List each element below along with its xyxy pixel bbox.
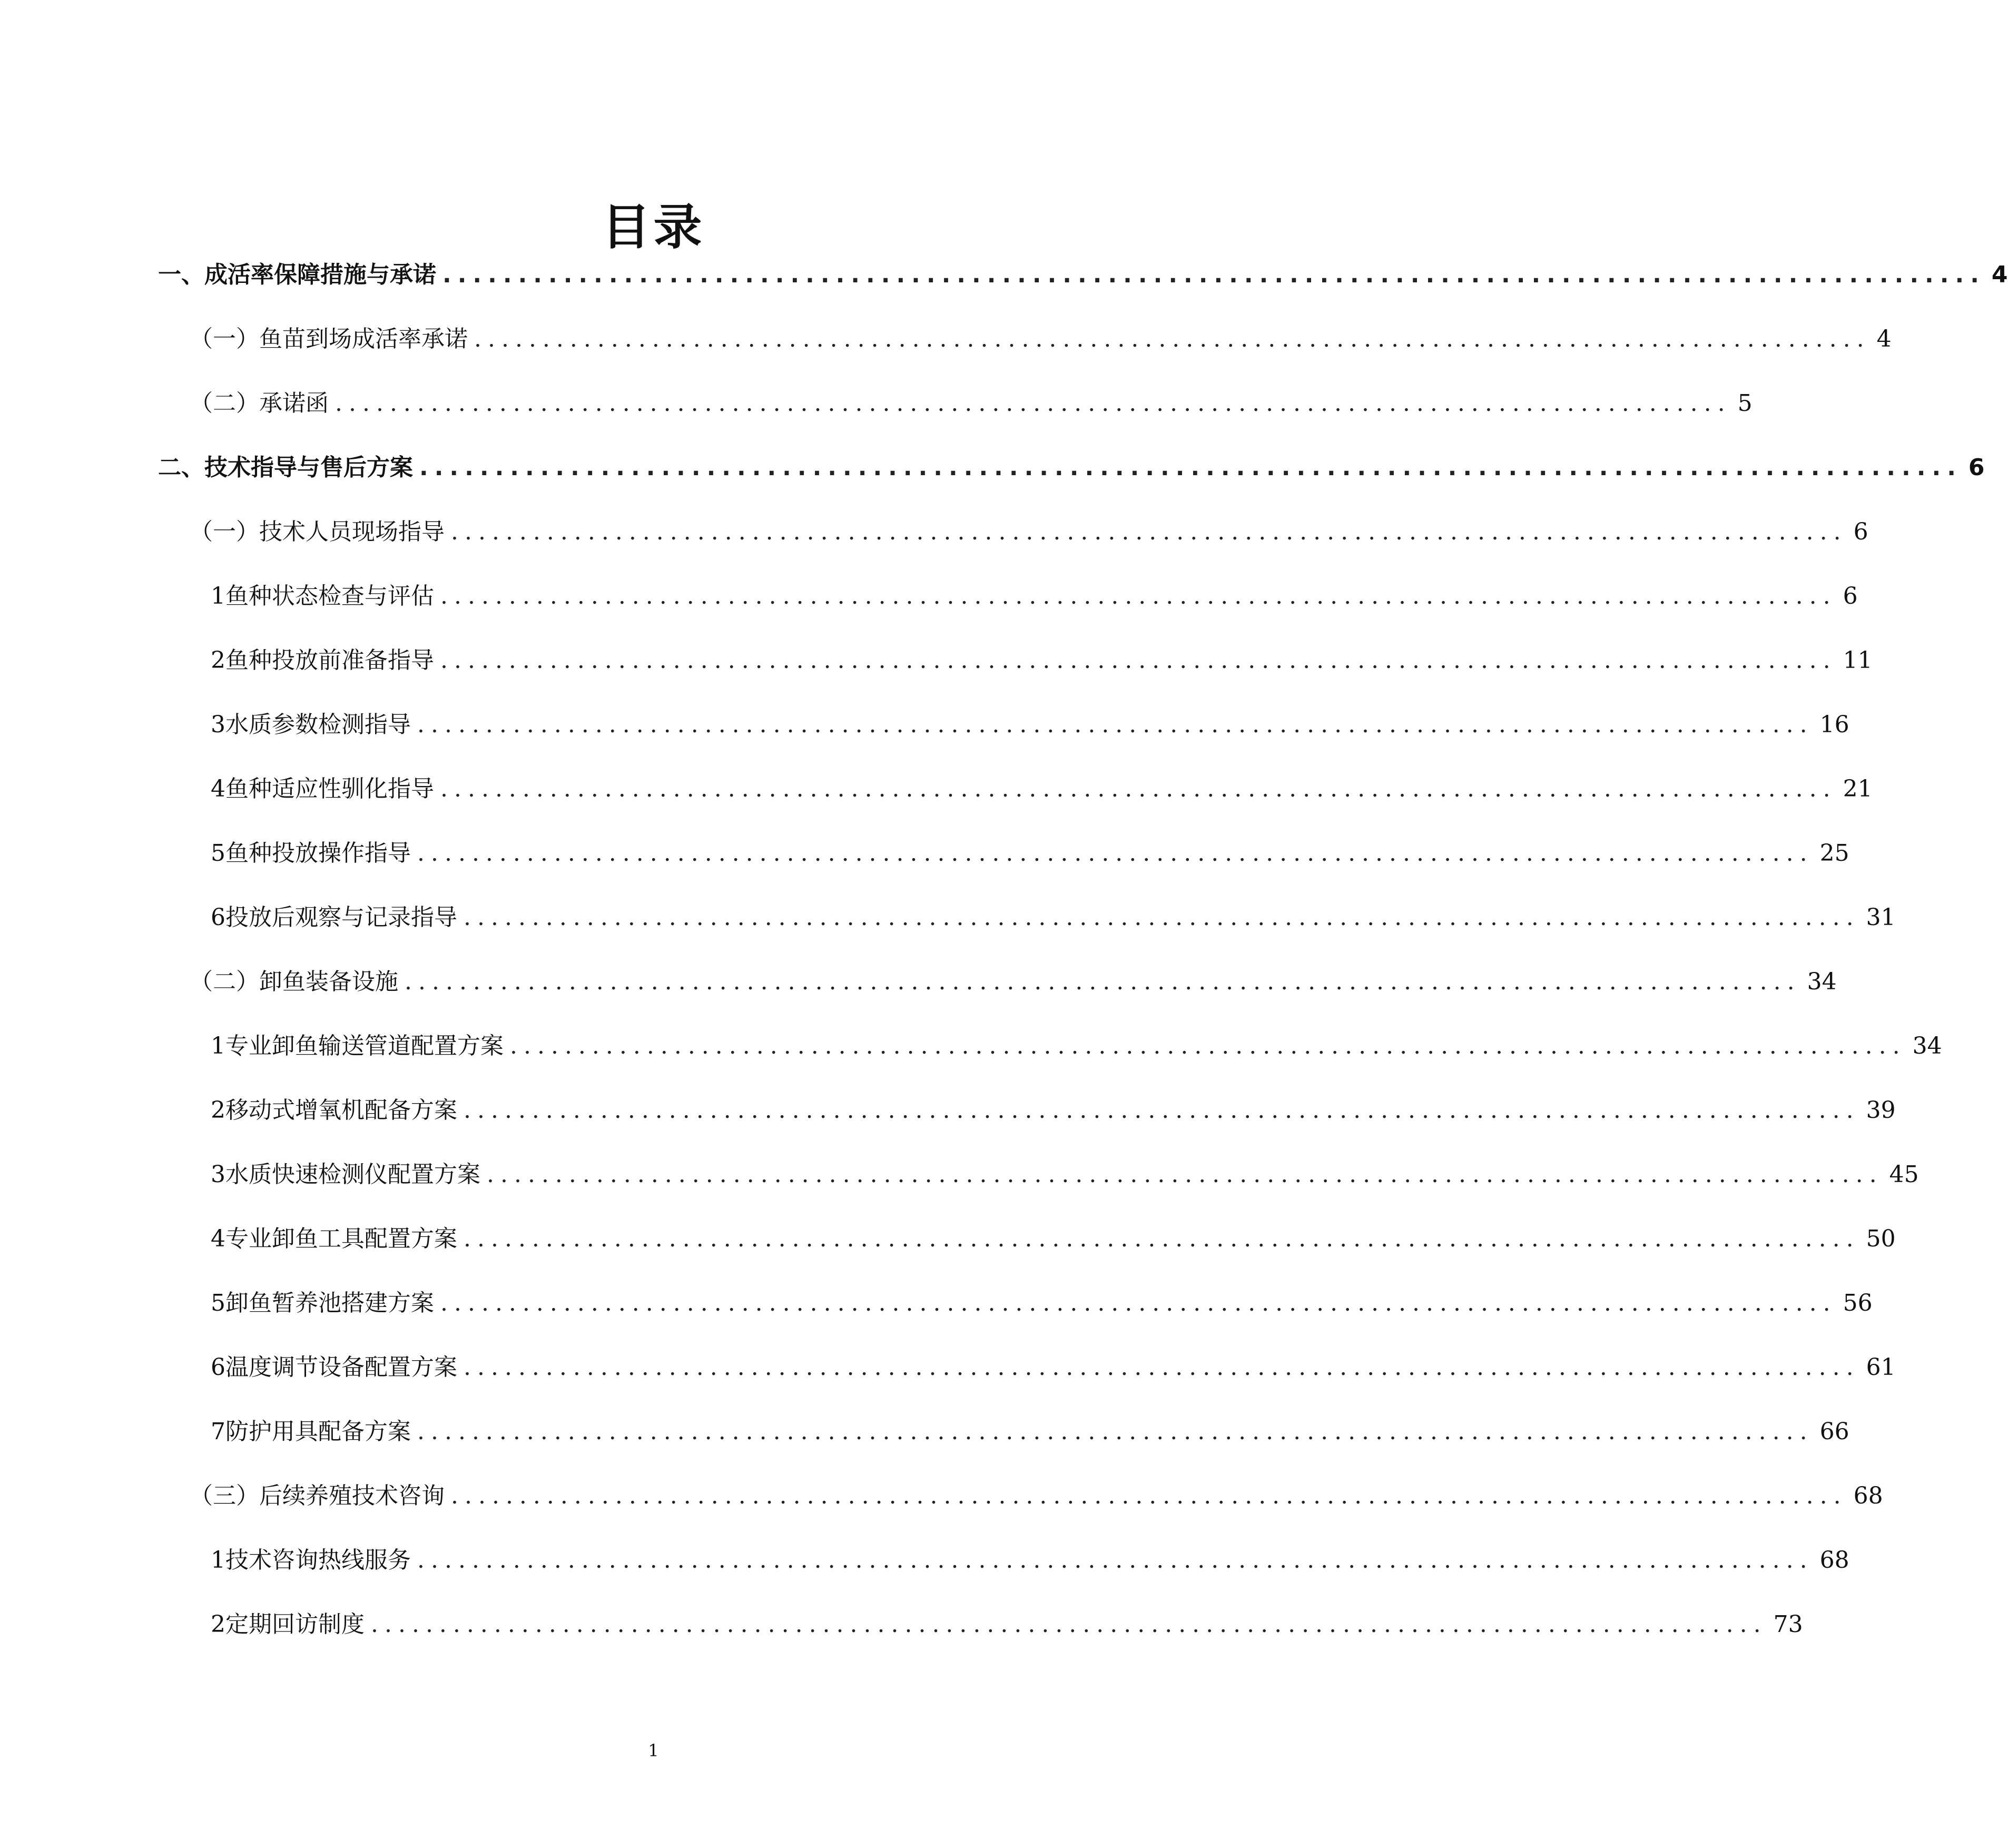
toc-entry-title: 技术指导与售后方案 — [204, 454, 413, 481]
toc-entry-item[interactable] — [211, 1413, 1849, 1451]
toc-entry-item[interactable] — [211, 770, 1873, 808]
toc-entry-number: 7 — [211, 1418, 225, 1445]
toc-entry-item[interactable] — [211, 1284, 1873, 1322]
toc-leader-dots: ...................................................................................................... — [440, 647, 1837, 674]
toc-entry-page: 21 — [1843, 775, 1873, 802]
toc-entry-title: 鱼种投放前准备指导 — [225, 647, 434, 674]
toc-entry-number: 2 — [211, 1611, 225, 1638]
toc-entry-page: 68 — [1819, 1547, 1849, 1574]
toc-leader-dots: ...................................................................................................... — [417, 1547, 1814, 1574]
toc-entry-number: 一、 — [158, 261, 204, 288]
toc-entry-subsection[interactable] — [190, 963, 1837, 1001]
toc-entry-page: 6 — [1853, 518, 1868, 545]
toc-entry-page: 34 — [1912, 1033, 1942, 1059]
toc-entry-number: 5 — [211, 1290, 225, 1316]
toc-entry-number: 1 — [211, 1547, 225, 1574]
toc-entry-page: 34 — [1807, 968, 1837, 995]
toc-entry-subsection[interactable] — [190, 1477, 1883, 1515]
toc-entry-title: 卸鱼暂养池搭建方案 — [225, 1290, 434, 1316]
toc-entry-item[interactable] — [211, 577, 1858, 615]
toc-entry-page: 45 — [1889, 1161, 1919, 1188]
toc-entry-title: 卸鱼装备设施 — [259, 968, 398, 995]
toc-entry-page: 25 — [1819, 840, 1849, 867]
toc-entry-item[interactable] — [211, 1156, 1919, 1194]
toc-entry-page: 56 — [1843, 1290, 1873, 1316]
toc-leader-dots: ...................................................................................................... — [510, 1033, 1906, 1059]
toc-leader-dots: ...................................................................................................... — [417, 711, 1814, 738]
toc-entry-title: 成活率保障措施与承诺 — [204, 261, 436, 288]
toc-entry-number: 6 — [211, 1354, 225, 1381]
toc-entry-page: 39 — [1866, 1097, 1896, 1124]
toc-entry-page: 4 — [1876, 326, 1892, 352]
toc-entry-item[interactable] — [211, 706, 1849, 744]
toc-entry-number: 3 — [211, 711, 225, 738]
toc-entry-number: 4 — [211, 775, 225, 802]
toc-entry-page: 66 — [1819, 1418, 1849, 1445]
toc-entry-item[interactable] — [211, 1092, 1896, 1129]
toc-entry-title: 防护用具配备方案 — [225, 1418, 411, 1445]
toc-entry-number: 4 — [211, 1225, 225, 1252]
toc-entry-item[interactable] — [211, 1349, 1896, 1387]
toc-entry-number: （三） — [190, 1482, 259, 1509]
toc-entry-title: 技术人员现场指导 — [259, 518, 445, 545]
toc-entry-number: 3 — [211, 1161, 225, 1188]
toc-entry-title: 温度调节设备配置方案 — [225, 1354, 457, 1381]
toc-entry-page: 31 — [1866, 904, 1896, 931]
toc-entry-title: 承诺函 — [259, 390, 329, 417]
toc-leader-dots: ...................................................................................................... — [419, 454, 1962, 481]
toc-entry-item[interactable] — [211, 1606, 1803, 1644]
toc-entry-section-2[interactable] — [158, 449, 1985, 487]
toc-leader-dots: ...................................................................................................... — [474, 326, 1871, 352]
toc-entry-title: 鱼苗到场成活率承诺 — [259, 326, 468, 352]
toc-entry-page: 50 — [1866, 1225, 1896, 1252]
toc-leader-dots: ...................................................................................................... — [405, 968, 1801, 995]
toc-entry-number: 2 — [211, 1097, 225, 1124]
toc-entry-item[interactable] — [211, 1027, 1942, 1065]
toc-entry-number: 1 — [211, 1033, 225, 1059]
toc-leader-dots: ...................................................................................................... — [335, 390, 1731, 417]
toc-entry-page: 73 — [1773, 1611, 1803, 1638]
toc-leader-dots: ...................................................................................................... — [440, 583, 1837, 610]
page-title: 目录 — [602, 199, 705, 255]
toc-leader-dots: ...................................................................................................... — [451, 1482, 1847, 1509]
toc-entry-title: 水质快速检测仪配置方案 — [225, 1161, 480, 1188]
toc-entry-title: 专业卸鱼工具配置方案 — [225, 1225, 457, 1252]
toc-entry-page: 68 — [1853, 1482, 1883, 1509]
toc-entry-number: （二） — [190, 968, 259, 995]
toc-entry-item[interactable] — [211, 899, 1896, 937]
toc-entry-title: 移动式增氧机配备方案 — [225, 1097, 457, 1124]
toc-leader-dots: ...................................................................................................... — [464, 1097, 1860, 1124]
toc-entry-page: 5 — [1737, 390, 1753, 417]
toc-entry-page: 6 — [1968, 454, 1985, 481]
toc-entry-number: 二、 — [158, 454, 204, 481]
toc-entry-number: 6 — [211, 904, 225, 931]
toc-entry-title: 专业卸鱼输送管道配置方案 — [225, 1033, 504, 1059]
toc-leader-dots: ...................................................................................................... — [464, 1354, 1860, 1381]
toc-leader-dots: ...................................................................................................... — [440, 1290, 1837, 1316]
toc-entry-title: 鱼种适应性驯化指导 — [225, 775, 434, 802]
toc-leader-dots: ...................................................................................................... — [464, 1225, 1860, 1252]
toc-entry-page: 6 — [1843, 583, 1858, 610]
toc-entry-title: 定期回访制度 — [225, 1611, 365, 1638]
toc-entry-section-1[interactable] — [158, 256, 2008, 294]
toc-entry-item[interactable] — [211, 1220, 1896, 1258]
toc-leader-dots: ...................................................................................................... — [417, 1418, 1814, 1445]
toc-entry-title: 鱼种投放操作指导 — [225, 840, 411, 867]
toc-entry-subsection[interactable] — [190, 320, 1892, 358]
toc-entry-title: 技术咨询热线服务 — [225, 1547, 411, 1574]
toc-leader-dots: ...................................................................................................... — [451, 518, 1847, 545]
toc-entry-title: 水质参数检测指导 — [225, 711, 411, 738]
toc-entry-item[interactable] — [211, 642, 1873, 680]
toc-entry-subsection[interactable] — [190, 385, 1753, 422]
toc-entry-subsection[interactable] — [190, 513, 1868, 551]
toc-entry-title: 后续养殖技术咨询 — [259, 1482, 445, 1509]
toc-leader-dots: ...................................................................................................... — [440, 775, 1837, 802]
toc-entry-item[interactable] — [211, 1541, 1849, 1579]
toc-entry-number: （一） — [190, 518, 259, 545]
toc-entry-number: 5 — [211, 840, 225, 867]
toc-entry-page: 16 — [1819, 711, 1849, 738]
toc-entry-item[interactable] — [211, 834, 1849, 872]
toc-leader-dots: ...................................................................................................... — [487, 1161, 1883, 1188]
toc-entry-title: 鱼种状态检查与评估 — [225, 583, 434, 610]
toc-entry-number: 1 — [211, 583, 225, 610]
toc-leader-dots: ...................................................................................................... — [371, 1611, 1767, 1638]
toc-entry-number: 2 — [211, 647, 225, 674]
page-number-footer: 1 — [648, 1741, 659, 1761]
toc-leader-dots: ...................................................................................................... — [417, 840, 1814, 867]
toc-entry-title: 投放后观察与记录指导 — [225, 904, 457, 931]
toc-entry-number: （一） — [190, 326, 259, 352]
toc-leader-dots: ...................................................................................................... — [464, 904, 1860, 931]
toc-entry-number: （二） — [190, 390, 259, 417]
toc-entry-page: 11 — [1843, 647, 1873, 674]
toc-entry-page: 4 — [1991, 261, 2008, 288]
toc-entry-page: 61 — [1866, 1354, 1896, 1381]
toc-leader-dots: ...................................................................................................... — [442, 261, 1985, 288]
